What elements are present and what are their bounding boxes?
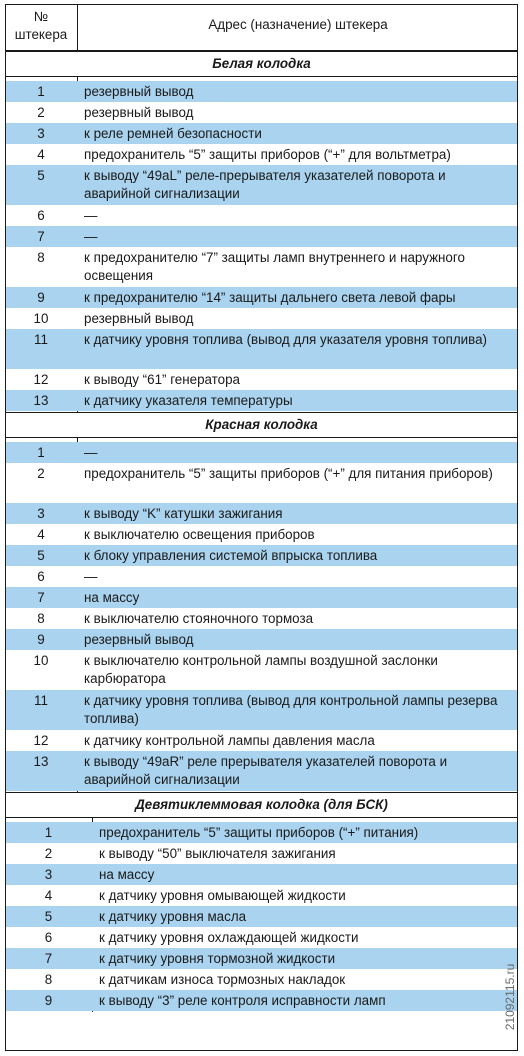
pin-description: к выводу “K” катушки зажигания bbox=[84, 506, 283, 521]
section-body bbox=[5, 77, 518, 412]
pin-number: 10 bbox=[33, 311, 49, 326]
pin-number: 11 bbox=[34, 693, 48, 708]
table-row bbox=[5, 205, 518, 226]
header-number-symbol: № bbox=[33, 9, 49, 24]
watermark-text: 21092115.ru bbox=[503, 963, 517, 1031]
pin-description: к выключателю контрольной лампы воздушной заслонки карбюратора bbox=[84, 653, 438, 686]
table-row bbox=[5, 503, 518, 524]
section-title: Девятиклеммовая колодка (для БСК) bbox=[5, 792, 518, 818]
pin-description: резервный вывод bbox=[84, 632, 194, 647]
table-row bbox=[5, 730, 518, 751]
pin-number: 5 bbox=[37, 168, 45, 183]
pin-description: — bbox=[84, 445, 98, 460]
pin-description: — bbox=[84, 229, 98, 244]
pin-description: на массу bbox=[84, 590, 140, 605]
header-number-label: штекера bbox=[14, 27, 68, 42]
table-row bbox=[5, 247, 518, 287]
pin-number: 1 bbox=[44, 825, 53, 840]
pin-number: 1 bbox=[37, 84, 45, 99]
pin-description: к датчику уровня омывающей жидкости bbox=[99, 888, 346, 903]
section-title: Белая колодка bbox=[5, 51, 518, 77]
pin-description: к датчику уровня топлива (вывод для контрольной лампы резерва топлива) bbox=[84, 693, 498, 726]
table-row bbox=[5, 885, 518, 906]
pin-number: 6 bbox=[37, 569, 45, 584]
pin-number: 8 bbox=[44, 972, 53, 987]
table-row bbox=[5, 843, 518, 864]
table-row bbox=[5, 948, 518, 969]
pin-number: 4 bbox=[37, 147, 45, 162]
pin-number: 10 bbox=[33, 653, 49, 668]
pin-number: 8 bbox=[37, 250, 45, 265]
pin-description: предохранитель “5” защиты приборов (“+” для питания приборов) bbox=[84, 466, 493, 481]
pin-description: к выводу “49aL” реле-прерывателя указателей поворота и аварийной сигнализации bbox=[84, 168, 446, 201]
pin-description: к блоку управления системой впрыска топлива bbox=[84, 548, 378, 563]
table-row bbox=[5, 524, 518, 545]
pin-description: к выводу “50” выключателя зажигания bbox=[99, 846, 336, 861]
table-row bbox=[5, 690, 518, 730]
pin-number: 12 bbox=[33, 372, 49, 387]
pin-description: к предохранителю “7” защиты ламп внутреннего и наружного освещения bbox=[84, 250, 465, 283]
pin-description: к выводу “61” генератора bbox=[84, 372, 240, 387]
table-row bbox=[5, 442, 518, 463]
pin-number: 1 bbox=[37, 445, 45, 460]
table-row bbox=[5, 906, 518, 927]
pin-number: 9 bbox=[37, 632, 45, 647]
pin-description: — bbox=[84, 569, 98, 584]
pin-description: резервный вывод bbox=[84, 105, 194, 120]
table-body bbox=[5, 51, 518, 1012]
pin-number: 11 bbox=[34, 332, 48, 347]
pin-number: 8 bbox=[37, 611, 45, 626]
pin-description: к датчику уровня топлива (вывод для указателя уровня топлива) bbox=[84, 332, 487, 347]
header-number-col bbox=[5, 8, 77, 44]
pin-number: 7 bbox=[44, 951, 53, 966]
table-row bbox=[5, 751, 518, 791]
table-row bbox=[5, 463, 518, 503]
pin-number: 13 bbox=[33, 754, 49, 769]
pin-number: 2 bbox=[44, 846, 53, 861]
pin-description: — bbox=[84, 208, 98, 223]
pin-description: к реле ремней безопасности bbox=[84, 126, 262, 141]
pin-description: к выключателю стояночного тормоза bbox=[84, 611, 314, 626]
pin-number: 13 bbox=[33, 393, 49, 408]
pin-number: 6 bbox=[37, 208, 45, 223]
table-row bbox=[5, 123, 518, 144]
pin-number: 7 bbox=[37, 590, 45, 605]
section-body bbox=[5, 438, 518, 792]
table-row bbox=[5, 629, 518, 650]
pin-number: 3 bbox=[37, 126, 45, 141]
pin-description: к выключателю освещения приборов bbox=[84, 527, 315, 542]
pin-description: к датчику уровня охлаждающей жидкости bbox=[99, 930, 359, 945]
pin-description: к предохранителю “14” защиты дальнего света левой фары bbox=[84, 290, 456, 305]
pin-number: 4 bbox=[37, 527, 45, 542]
pin-number: 2 bbox=[37, 466, 45, 481]
table-row bbox=[5, 608, 518, 629]
pin-description: к датчику уровня тормозной жидкости bbox=[99, 951, 336, 966]
pin-description: предохранитель “5” защиты приборов (“+” для вольтметра) bbox=[84, 147, 451, 162]
table-row bbox=[5, 369, 518, 390]
section-title: Красная колодка bbox=[5, 412, 518, 438]
table-row bbox=[5, 650, 518, 690]
pin-number: 5 bbox=[44, 909, 53, 924]
watermark bbox=[502, 944, 518, 1050]
pin-number: 7 bbox=[37, 229, 45, 244]
pin-description: на массу bbox=[99, 867, 155, 882]
pin-number: 2 bbox=[37, 105, 45, 120]
table-row bbox=[5, 308, 518, 329]
table-row bbox=[5, 287, 518, 308]
pin-description: к датчику уровня масла bbox=[99, 909, 247, 924]
table-row bbox=[5, 566, 518, 587]
pin-description: резервный вывод bbox=[84, 311, 194, 326]
pin-number: 6 bbox=[44, 930, 53, 945]
pin-number: 5 bbox=[37, 548, 45, 563]
pin-description: резервный вывод bbox=[84, 84, 194, 99]
section-body bbox=[5, 818, 518, 1012]
table-row bbox=[5, 545, 518, 566]
table-row bbox=[5, 102, 518, 123]
pin-description: предохранитель “5” защиты приборов (“+” питания) bbox=[99, 825, 419, 840]
table-row bbox=[5, 990, 518, 1011]
pin-number: 4 bbox=[44, 888, 53, 903]
header-address-col: Адрес (назначение) штекера bbox=[208, 17, 388, 32]
table-row bbox=[5, 927, 518, 948]
pin-number: 9 bbox=[44, 993, 53, 1008]
pin-number: 3 bbox=[44, 867, 53, 882]
pin-description: к выводу “49aR” реле прерывателя указателей поворота и аварийной сигнализации bbox=[84, 754, 448, 787]
pin-description: к датчикам износа тормозных накладок bbox=[99, 972, 346, 987]
table-row bbox=[5, 587, 518, 608]
pin-description: к выводу “3” реле контроля исправности ламп bbox=[99, 993, 386, 1008]
table-row bbox=[5, 969, 518, 990]
table-row bbox=[5, 165, 518, 205]
table-row bbox=[5, 822, 518, 843]
pin-description: к датчику указателя температуры bbox=[84, 393, 293, 408]
table-row bbox=[5, 81, 518, 102]
table-row bbox=[5, 226, 518, 247]
table-row bbox=[5, 390, 518, 411]
table-row bbox=[5, 144, 518, 165]
table-row bbox=[5, 864, 518, 885]
pin-number: 12 bbox=[33, 733, 49, 748]
table-row bbox=[5, 329, 518, 369]
connector-table bbox=[5, 4, 518, 1012]
pin-description: к датчику контрольной лампы давления масла bbox=[84, 733, 375, 748]
table-header bbox=[5, 4, 518, 51]
pin-number: 9 bbox=[37, 290, 45, 305]
pin-number: 3 bbox=[37, 506, 45, 521]
